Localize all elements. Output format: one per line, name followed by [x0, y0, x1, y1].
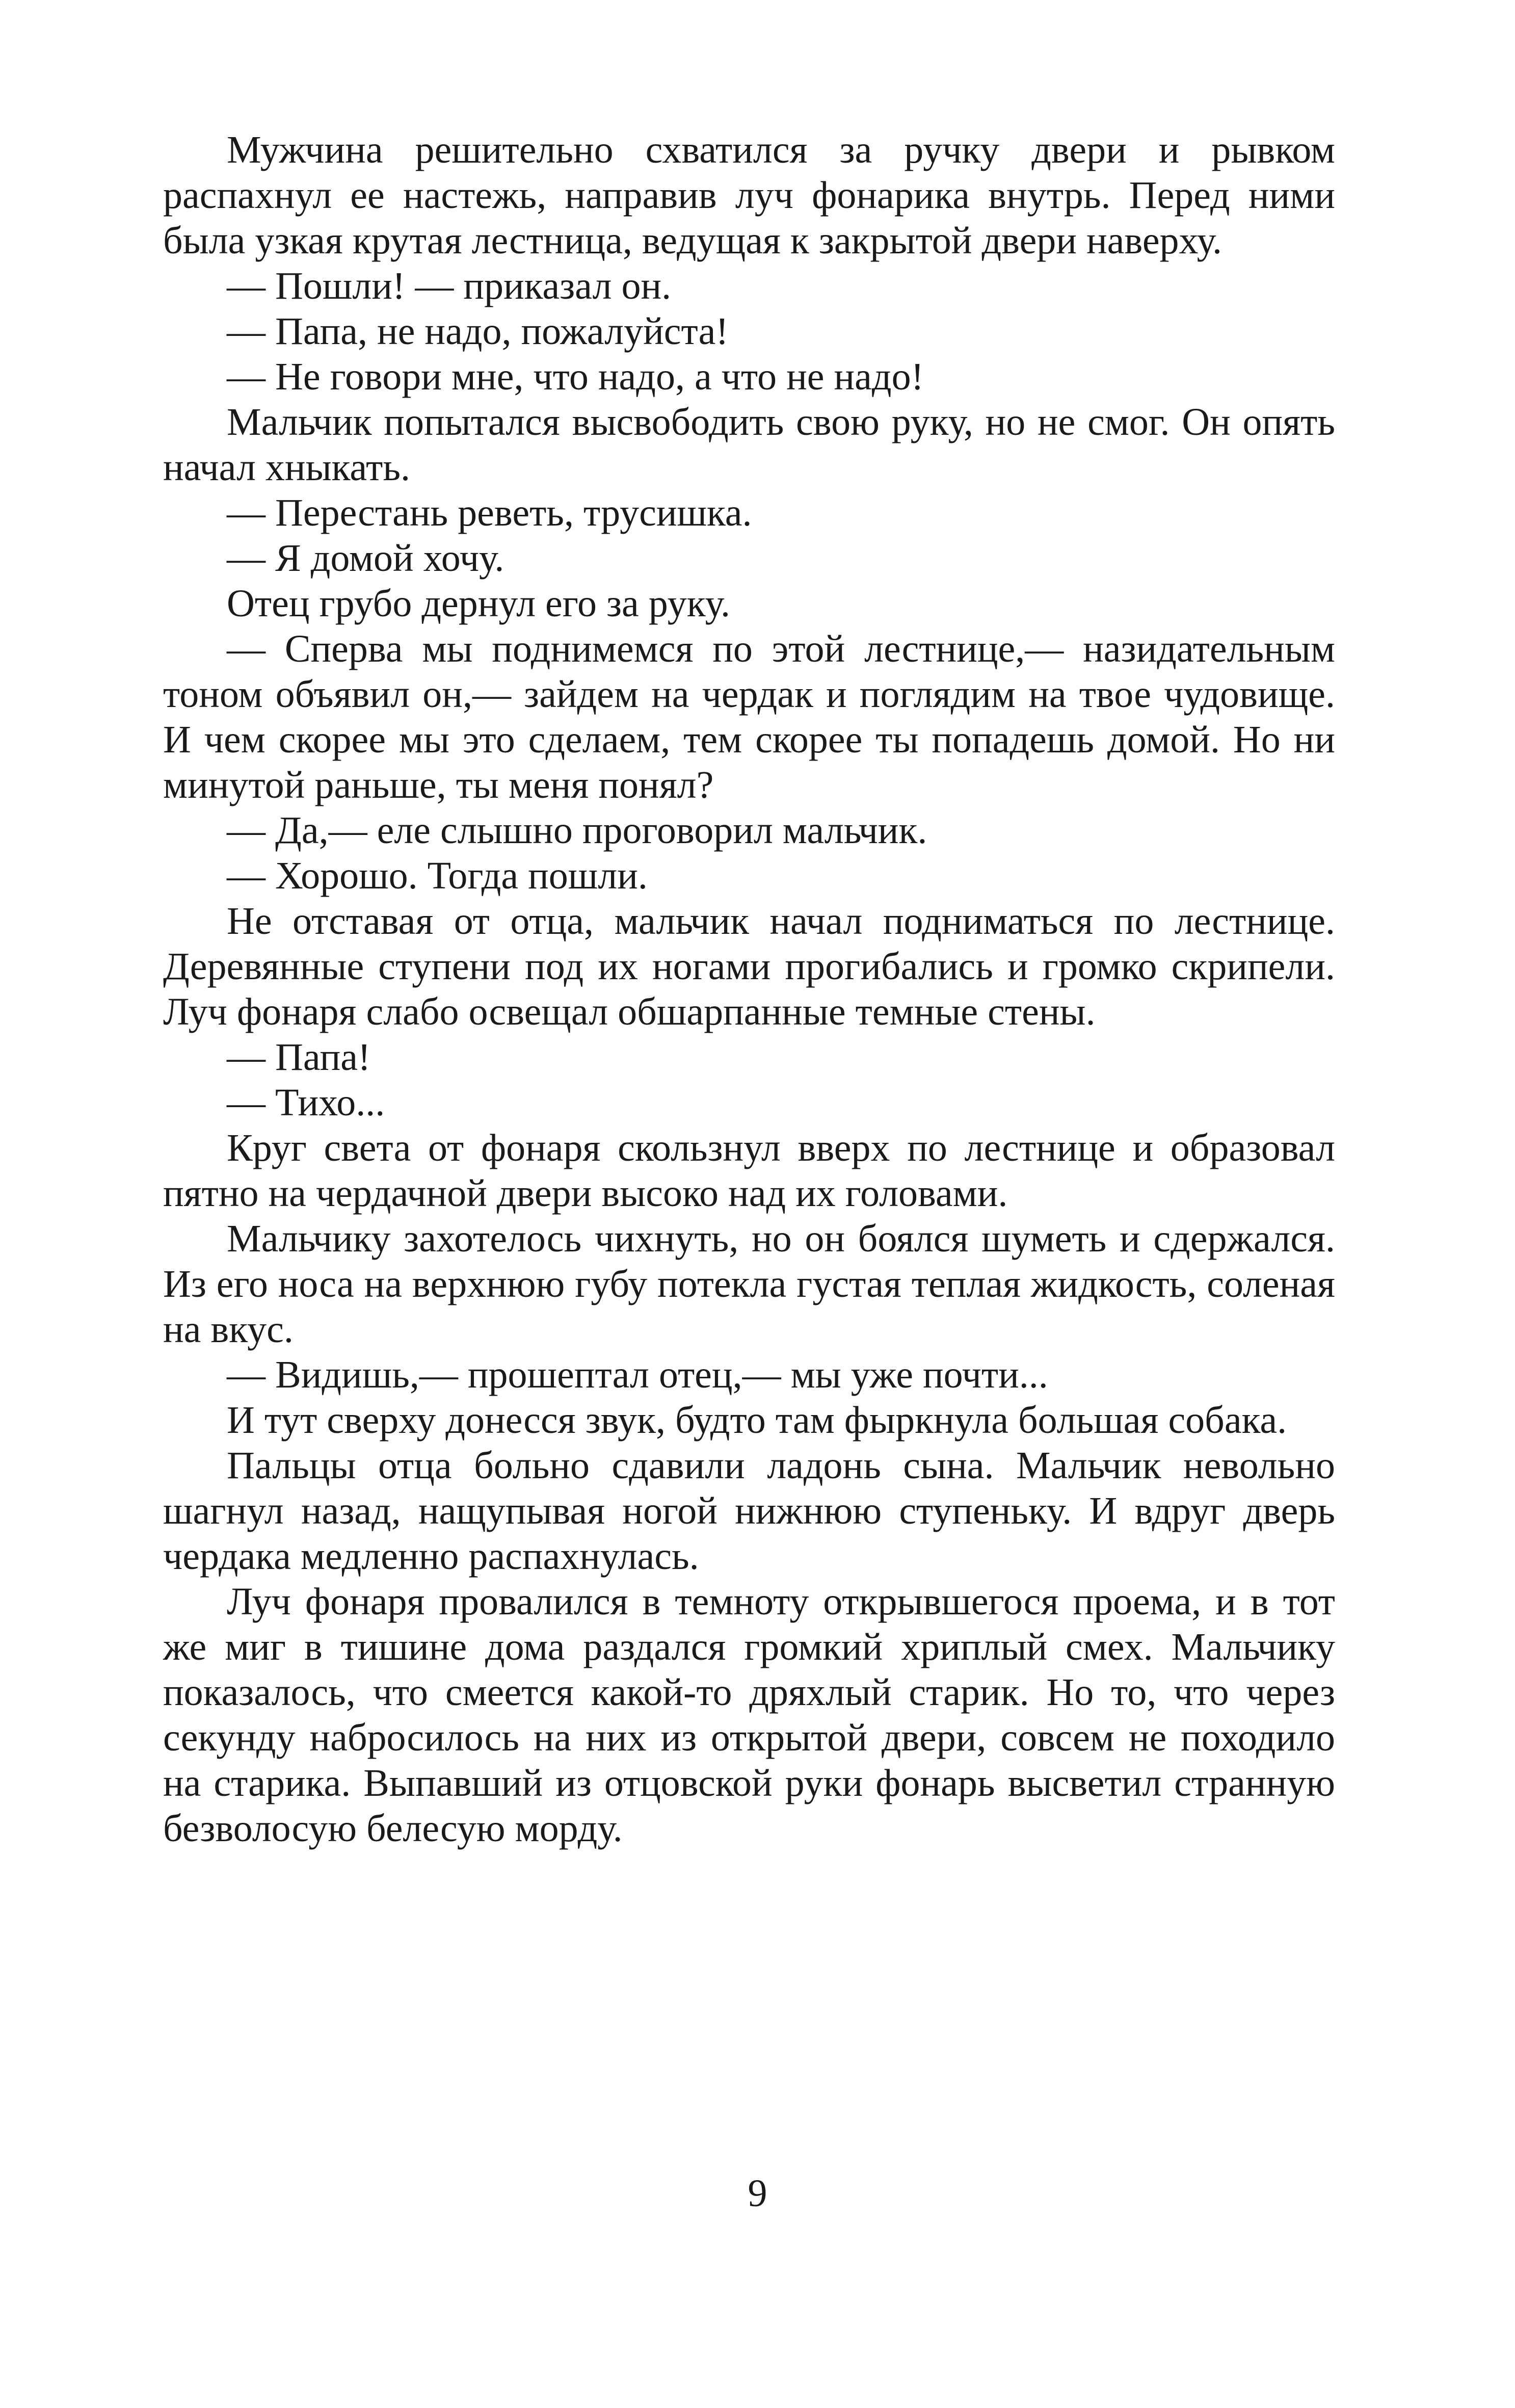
paragraph: Круг света от фонаря скользнул вверх по лестнице и образовал пятно на чердачной двери высоко над их головами. — [163, 1127, 1335, 1215]
paragraph: Отец грубо дернул его за руку. — [227, 582, 730, 625]
paragraph: — Не говори мне, что надо, а что не надо! — [227, 355, 924, 398]
paragraph: Пальцы отца больно сдавили ладонь сына. Мальчик невольно шагнул назад, нащупывая ногой нижнюю ступеньку. И вдруг дверь чердака медленно распахнулась. — [163, 1444, 1335, 1578]
paragraph: — Тихо... — [227, 1081, 385, 1124]
paragraph: Мальчик попытался высвободить свою руку, но не смог. Он опять начал хныкать. — [163, 401, 1335, 489]
paragraph: — Папа! — [227, 1036, 371, 1079]
paragraph: И тут сверху донесся звук, будто там фыркнула большая собака. — [227, 1399, 1287, 1442]
paragraph: Не отставая от отца, мальчик начал подниматься по лестнице. Деревянные ступени под их ногами прогибались и громко скрипели. Луч фонаря слабо освещал обшарпанные темные стены. — [163, 900, 1335, 1033]
paragraph: — Пошли! — приказал он. — [227, 265, 672, 307]
paragraph: Мужчина решительно схватился за ручку двери и рывком распахнул ее настежь, направив луч фонарика внутрь. Перед ними была узкая крутая лестница, ведущая к закрытой двери наверху. — [163, 128, 1335, 262]
page-body — [163, 127, 1335, 2268]
paragraph: — Папа, не надо, пожалуйста! — [227, 310, 729, 353]
paragraph: — Да,— еле слышно проговорил мальчик. — [227, 809, 927, 852]
paragraph: — Перестань реветь, трусишка. — [227, 491, 752, 534]
paragraph: — Видишь,— прошептал отец,— мы уже почти... — [227, 1353, 1048, 1396]
paragraph: Луч фонаря провалился в темноту открывшегося проема, и в тот же миг в тишине дома раздался громкий хриплый смех. Мальчику показалось, что смеется какой-то дряхлый старик. Но то, что через секунду набросилось на них из открытой двери, совсем не походило на старика. Выпавший из отцовской руки фонарь высветил странную безволосую белесую морду. — [163, 1580, 1335, 1850]
paragraph: Мальчику захотелось чихнуть, но он боялся шуметь и сдержался. Из его носа на верхнюю губу потекла густая теплая жидкость, соленая на вкус. — [163, 1217, 1335, 1351]
paragraph: — Я домой хочу. — [227, 537, 504, 580]
page-number: 9 — [748, 2172, 767, 2215]
paragraph: — Хорошо. Тогда пошли. — [227, 854, 648, 897]
paragraph: — Сперва мы поднимемся по этой лестнице,— назидательным тоном объявил он,— зайдем на чердак и поглядим на твое чудовище. И чем скорее мы это сделаем, тем скорее ты попадешь домой. Но ни минутой раньше, ты меня понял? — [163, 627, 1335, 806]
